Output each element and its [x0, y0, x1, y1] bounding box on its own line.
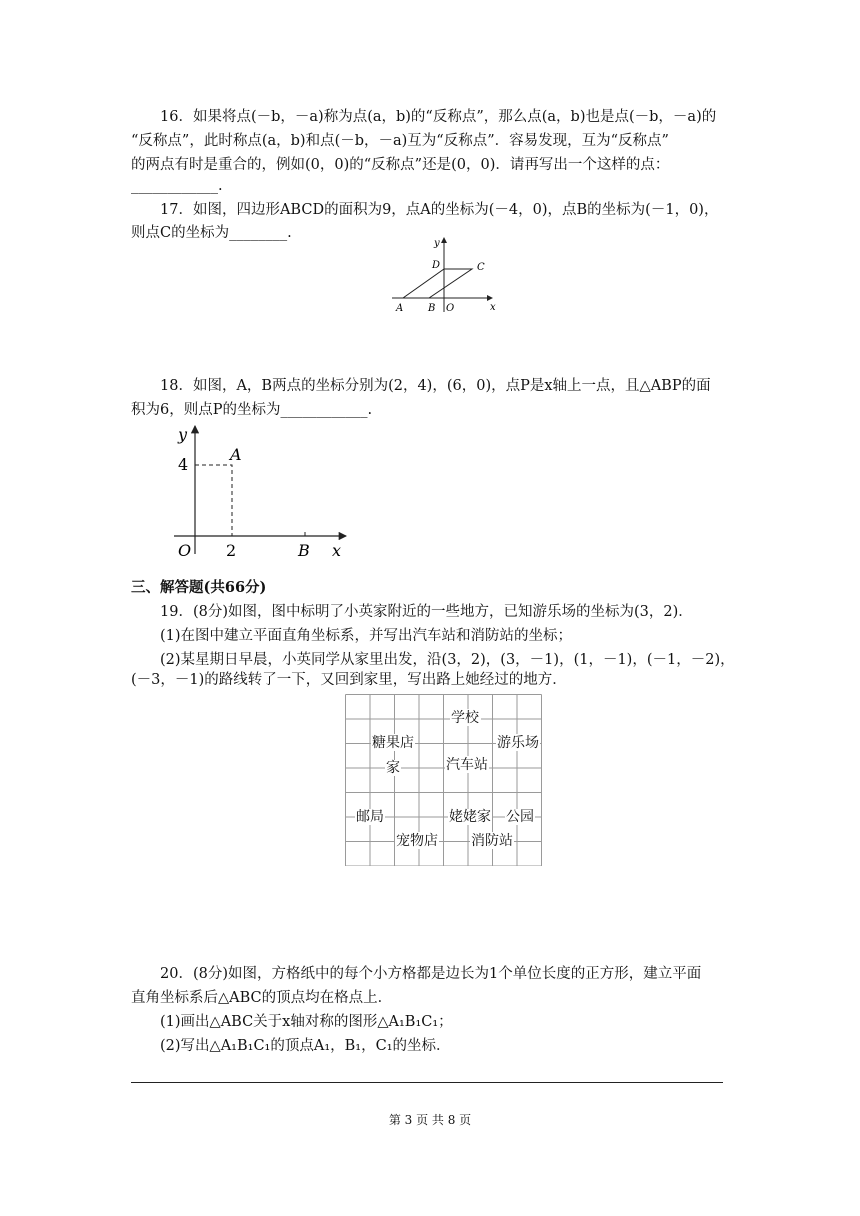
- q20-line-1: 20．(8分)如图，方格纸中的每个小方格都是边长为1个单位长度的正方形，建立平面: [160, 966, 702, 982]
- map-label-amusement-park: 游乐场: [497, 735, 539, 751]
- q18-label-x: x: [332, 541, 342, 560]
- map-label-fire-station: 消防站: [471, 833, 513, 849]
- q20-line-2: 直角坐标系后△ABC的顶点均在格点上．: [131, 990, 393, 1006]
- map-label-home: 家: [386, 760, 400, 776]
- q18-line-1: 18．如图，A，B两点的坐标分别为(2，4)，(6，0)，点P是x轴上一点，且△ABP的面: [160, 378, 711, 394]
- q17-quadrilateral: [403, 269, 472, 298]
- q18-label-b: B: [298, 541, 310, 560]
- map-label-post-office: 邮局: [356, 809, 384, 825]
- q17-label-y: y: [434, 238, 440, 249]
- q17-label-c: C: [477, 262, 485, 273]
- q17-line-2: 则点C的坐标为________.: [131, 225, 292, 241]
- map-label-candy-shop: 糖果店: [372, 735, 414, 751]
- q17-figure: [388, 236, 508, 316]
- q18-dashed-guides: [195, 465, 232, 536]
- q17-label-a: A: [396, 303, 404, 314]
- q16-line-3: 的两点有时是重合的，例如(0，0)的“反称点”还是(0，0)．请再写出一个这样的点：: [131, 157, 670, 173]
- q18-line-2: 积为6，则点P的坐标为____________.: [131, 402, 373, 418]
- map-label-grandma-home: 姥姥家: [449, 809, 491, 825]
- q16-line-1: 16．如果将点(－b，－a)称为点(a，b)的“反称点”，那么点(a，b)也是点(－b，－a)的: [160, 109, 717, 125]
- q17-label-o: O: [446, 303, 455, 314]
- page-number: 第 3 页 共 8 页: [388, 1113, 472, 1127]
- map-label-pet-shop: 宠物店: [396, 833, 438, 849]
- map-label-bus-station: 汽车站: [446, 757, 488, 773]
- q20-line-4: (2)写出△A₁B₁C₁的顶点A₁，B₁，C₁的坐标．: [160, 1038, 451, 1054]
- q19-line-4: (－3，－1)的路线转了一下，又回到家里，写出路上她经过的地方．: [131, 672, 567, 688]
- q18-label-y: y: [178, 425, 188, 444]
- q18-label-a: A: [230, 445, 242, 464]
- section-3-heading: 三、解答题(共66分): [131, 579, 267, 596]
- q18-label-4: 4: [178, 455, 189, 474]
- q20-line-3: (1)画出△ABC关于x轴对称的图形△A₁B₁C₁；: [160, 1014, 453, 1030]
- footer-divider: [131, 1082, 723, 1083]
- q18-label-2: 2: [226, 541, 237, 560]
- q18-figure: [168, 422, 353, 562]
- map-label-park: 公园: [506, 809, 534, 825]
- q16-line-2: “反称点”，此时称点(a，b)和点(－b，－a)互为“反称点”．容易发现，互为“反称点”: [131, 133, 669, 149]
- q16-line-4: ____________.: [131, 178, 223, 194]
- q17-label-b: B: [428, 303, 436, 314]
- q19-map-grid: [345, 694, 543, 866]
- q17-label-d: D: [432, 260, 441, 271]
- q17-label-x: x: [490, 302, 496, 313]
- q18-label-o: O: [178, 541, 192, 560]
- q19-line-2: (1)在图中建立平面直角坐标系，并写出汽车站和消防站的坐标；: [160, 628, 573, 644]
- q19-line-3: (2)某星期日早晨，小英同学从家里出发，沿(3，2)，(3，－1)，(1，－1)，(－1，－2)，: [160, 652, 735, 668]
- map-label-school: 学校: [451, 710, 479, 726]
- q19-line-1: 19．(8分)如图，图中标明了小英家附近的一些地方，已知游乐场的坐标为(3，2)．: [160, 604, 693, 620]
- q17-line-1: 17．如图，四边形ABCD的面积为9，点A的坐标为(－4，0)，点B的坐标为(－1，0)，: [160, 202, 719, 218]
